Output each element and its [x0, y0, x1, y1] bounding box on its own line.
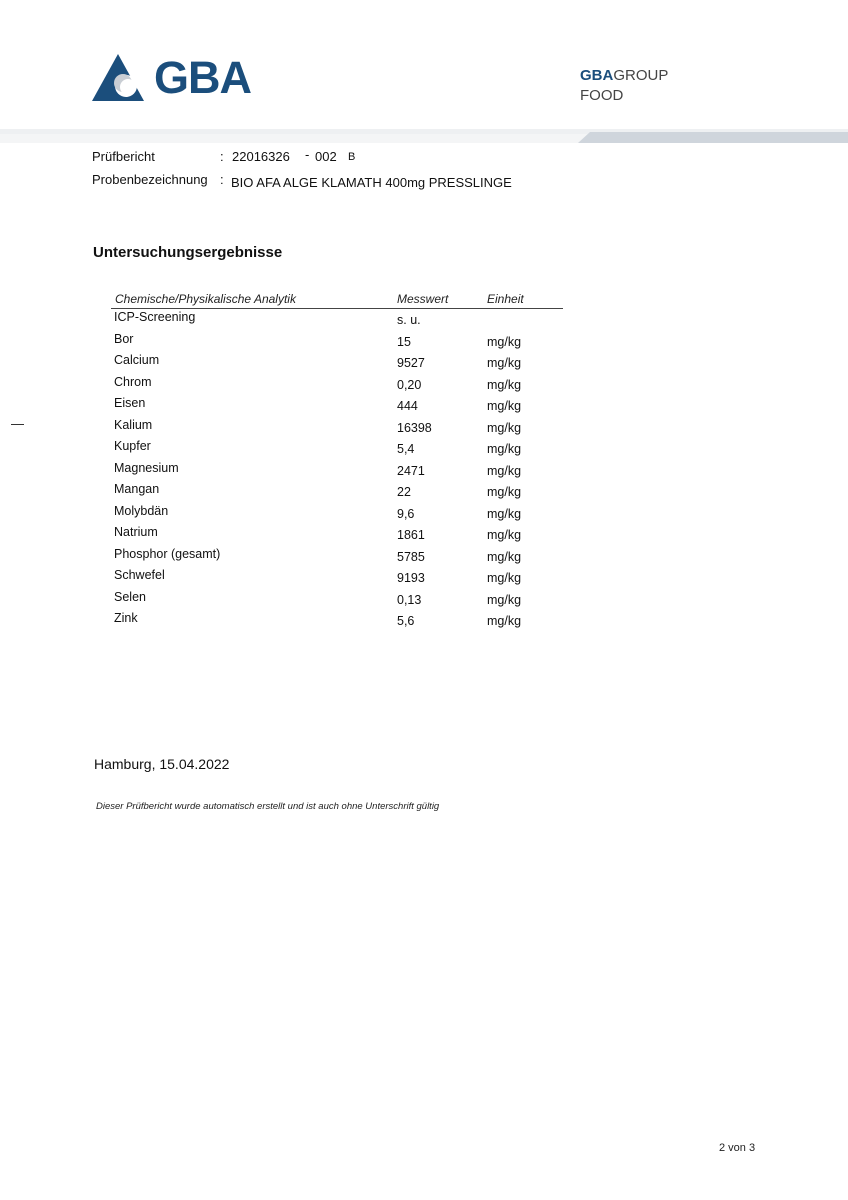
row-value: 0,20 [397, 377, 422, 392]
row-unit: mg/kg [487, 571, 522, 585]
report-number-colon: : [220, 149, 224, 164]
row-unit: mg/kg [487, 356, 522, 370]
gba-triangle-icon [92, 54, 154, 102]
row-unit: mg/kg [487, 528, 522, 542]
col-header-value: Messwert [397, 292, 449, 306]
table-row [0, 611, 848, 632]
report-number-suffix: 002 [315, 149, 337, 164]
row-value: 9193 [397, 571, 425, 585]
report-number: 22016326 [232, 149, 290, 164]
row-unit: mg/kg [487, 592, 522, 607]
row-value: 444 [397, 399, 418, 413]
table-row [0, 590, 848, 611]
table-row [0, 482, 848, 503]
row-unit: mg/kg [487, 399, 522, 413]
row-name: Bor [114, 331, 134, 346]
row-name: Phosphor (gesamt) [114, 546, 221, 561]
row-value: 16398 [397, 420, 432, 435]
row-unit: mg/kg [487, 442, 522, 456]
row-value: 9527 [397, 356, 425, 370]
table-header-rule [111, 308, 563, 309]
group-food-mark [580, 66, 668, 106]
row-name: Magnesium [114, 460, 179, 475]
report-number-dash: - [305, 147, 310, 162]
row-value: 0,13 [397, 592, 422, 607]
col-header-analysis: Chemische/Physikalische Analytik [115, 292, 296, 306]
row-value: s. u. [397, 313, 421, 327]
row-unit: mg/kg [487, 614, 522, 628]
row-value: 5,4 [397, 442, 415, 456]
gba-logo [92, 54, 267, 104]
logo-wordmark: GBA [154, 52, 251, 103]
row-value: 22 [397, 485, 411, 499]
col-header-unit: Einheit [487, 292, 524, 306]
row-unit: mg/kg [487, 485, 522, 499]
row-name: Mangan [114, 482, 160, 496]
row-unit: mg/kg [487, 549, 522, 564]
row-unit: mg/kg [487, 377, 522, 392]
row-value: 5785 [397, 549, 425, 564]
row-name: Kupfer [114, 439, 151, 453]
table-row [0, 504, 848, 525]
table-row [0, 525, 848, 546]
report-version: B [348, 151, 356, 163]
place-date: Hamburg, 15.04.2022 [94, 756, 230, 772]
row-unit: mg/kg [487, 334, 522, 349]
table-row [0, 461, 848, 482]
section-title: Untersuchungsergebnisse [93, 244, 283, 261]
row-name: Schwefel [114, 568, 165, 582]
row-value: 9,6 [397, 506, 415, 521]
row-name: ICP-Screening [114, 310, 196, 324]
table-row [0, 353, 848, 374]
sample-value: BIO AFA ALGE KLAMATH 400mg PRESSLINGE [231, 175, 512, 190]
header-band [0, 129, 848, 143]
sample-label: Probenbezeichnung [92, 172, 208, 187]
table-row [0, 547, 848, 568]
row-name: Eisen [114, 396, 146, 410]
row-name: Molybdän [114, 503, 169, 518]
sample-colon: : [220, 172, 224, 187]
signature-note: Dieser Prüfbericht wurde automatisch erstellt und ist auch ohne Unterschrift gültig [96, 801, 440, 812]
table-row [0, 439, 848, 460]
row-name: Chrom [114, 374, 152, 389]
row-value: 1861 [397, 528, 425, 542]
row-name: Calcium [114, 353, 160, 367]
row-name: Kalium [114, 417, 153, 432]
row-value: 5,6 [397, 614, 415, 628]
row-unit: mg/kg [487, 463, 522, 478]
table-row [0, 568, 848, 589]
row-name: Selen [114, 589, 146, 604]
table-row [0, 396, 848, 417]
group-word: GROUP [613, 67, 669, 84]
table-row [0, 332, 848, 353]
row-name: Zink [114, 611, 138, 625]
row-value: 2471 [397, 463, 425, 478]
table-row [0, 375, 848, 396]
table-row [0, 418, 848, 439]
row-unit: mg/kg [487, 420, 522, 435]
table-row [0, 310, 848, 331]
group-brand: GBA [580, 67, 614, 84]
row-name: Natrium [114, 525, 158, 539]
row-value: 15 [397, 334, 411, 349]
row-unit: mg/kg [487, 506, 522, 521]
fold-mark [11, 424, 24, 425]
report-number-label: Prüfbericht [92, 149, 155, 164]
group-sub: FOOD [580, 87, 624, 104]
page-number: 2 von 3 [719, 1142, 756, 1154]
